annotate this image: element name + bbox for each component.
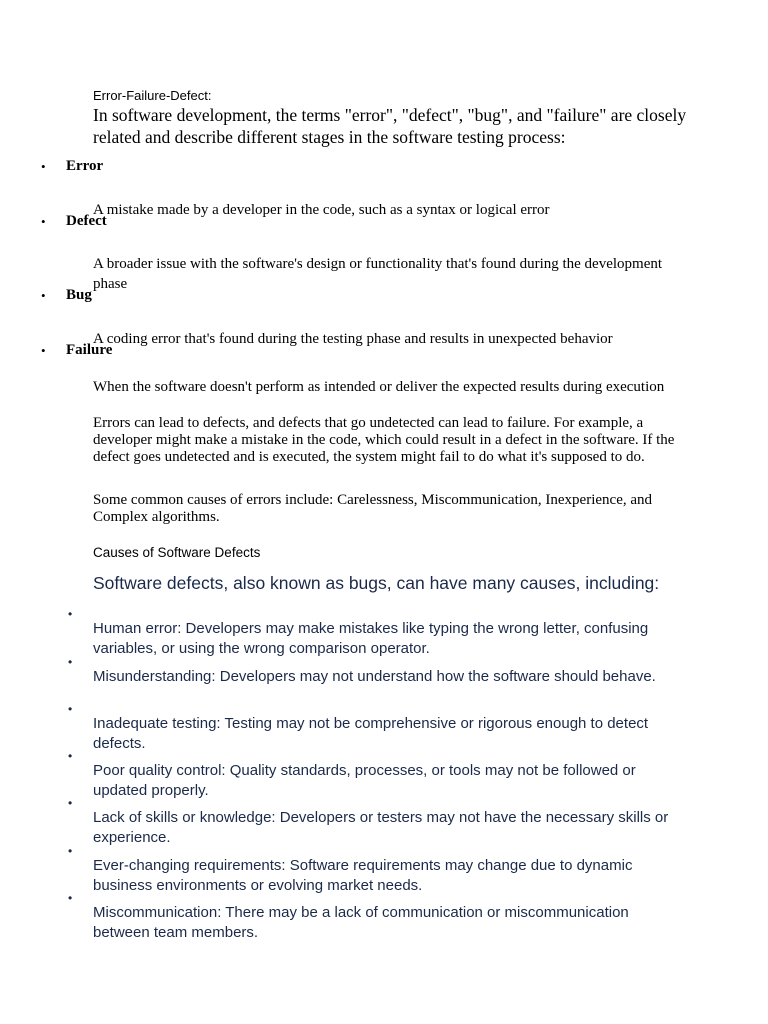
definition-error: A mistake made by a developer in the code, such as a syntax or logical error (93, 202, 550, 218)
bullet-icon: • (68, 844, 73, 858)
bullet-icon: • (68, 607, 73, 621)
cause-item-misunderstanding: Misunderstanding: Developers may not understand how the software should behave. (93, 668, 656, 685)
bullet-icon: • (68, 796, 73, 810)
section-label: Error-Failure-Defect: (93, 88, 212, 103)
cause-item-changing-requirements: Ever-changing requirements: Software requirements may change due to dynamic business environments or evolving market needs. (93, 857, 633, 894)
causes-intro: Software defects, also known as bugs, can have many causes, including: (93, 573, 660, 593)
bullet-icon: • (41, 288, 46, 303)
bullet-icon: • (68, 702, 73, 716)
bullet-icon: • (68, 749, 73, 763)
definition-defect: A broader issue with the software's design or functionality that's found during the development phase (93, 256, 663, 292)
bullet-icon: • (41, 343, 46, 358)
common-causes-paragraph: Some common causes of errors include: Carelessness, Miscommunication, Inexperience, and Complex algorithms. (93, 492, 653, 525)
cause-item-poor-quality-control: Poor quality control: Quality standards, processes, or tools may not be followed or updated properly. (93, 762, 636, 799)
cause-item-human-error: Human error: Developers may make mistakes like typing the wrong letter, confusing variables, or using the wrong comparison operator. (93, 620, 649, 657)
bullet-icon: • (41, 214, 46, 229)
term-failure: Failure (66, 342, 113, 358)
intro-paragraph: In software development, the terms "error", "defect", "bug", and "failure" are closely related and describe different stages in the software testing process: (93, 105, 687, 147)
bullet-icon: • (68, 655, 73, 669)
term-bug: Bug (66, 287, 92, 303)
explanation-paragraph: Errors can lead to defects, and defects that go undetected can lead to failure. For example, a developer might make a mistake in the code, which could result in a defect in the software. If the defect goes undetected and is executed, the system might fail to do what it's supposed to do. (93, 415, 675, 465)
definition-bug: A coding error that's found during the testing phase and results in unexpected behavior (93, 331, 613, 347)
definition-failure: When the software doesn't perform as intended or deliver the expected results during execution (93, 379, 665, 395)
cause-item-miscommunication: Miscommunication: There may be a lack of communication or miscommunication between team members. (93, 904, 629, 941)
term-defect: Defect (66, 213, 107, 229)
causes-heading: Causes of Software Defects (93, 545, 261, 560)
bullet-icon: • (68, 891, 73, 905)
cause-item-inadequate-testing: Inadequate testing: Testing may not be comprehensive or rigorous enough to detect defects. (93, 715, 649, 752)
bullet-icon: • (41, 159, 46, 174)
term-error: Error (66, 158, 104, 174)
cause-item-lack-of-skills: Lack of skills or knowledge: Developers or testers may not have the necessary skills or experience. (93, 809, 669, 846)
